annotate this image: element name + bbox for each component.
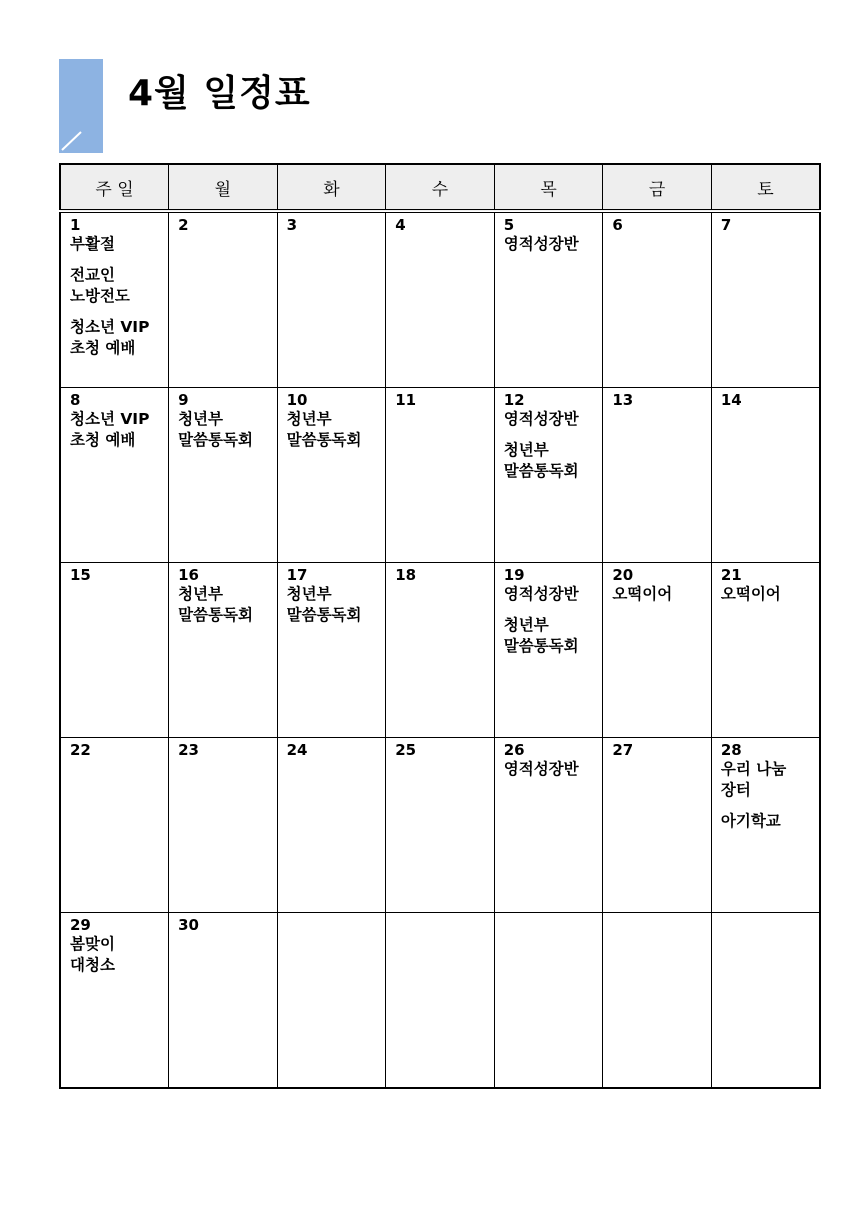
- calendar-event: 영적성장반: [503, 585, 579, 603]
- calendar-event: 영적성장반: [503, 410, 579, 428]
- calendar-day-cell: [603, 738, 712, 913]
- calendar-day-cell: [277, 738, 386, 913]
- calendar-day-cell: [169, 388, 278, 563]
- weekday-header: 목: [494, 164, 603, 211]
- day-number: 2: [178, 216, 189, 234]
- weekday-header: 금: [603, 164, 712, 211]
- day-number: 5: [503, 216, 515, 234]
- weekday-header: 월: [169, 164, 278, 211]
- day-number: 28: [720, 741, 742, 759]
- page-title: 4월 일정표: [128, 73, 311, 114]
- day-number: 4: [395, 216, 406, 234]
- calendar-day-cell: [60, 738, 169, 913]
- calendar-day-cell: [386, 913, 495, 1089]
- calendar-week-row: [60, 913, 820, 1089]
- calendar-week-row: [60, 738, 820, 913]
- day-number: 9: [178, 391, 189, 409]
- day-number: 6: [612, 216, 623, 234]
- calendar-day-cell: [386, 388, 495, 563]
- calendar-event: 청년부 말씀통독회: [503, 441, 579, 480]
- calendar-event: 봄맞이 대청소: [70, 935, 115, 974]
- calendar-day-cell: [711, 913, 820, 1089]
- day-number: 8: [70, 391, 81, 409]
- calendar-event: 우리 나눔 장터: [720, 760, 787, 799]
- calendar-day-cell: [494, 738, 603, 913]
- calendar-table: [59, 163, 821, 1089]
- calendar-day-cell: [169, 563, 278, 738]
- calendar-day-cell: [277, 913, 386, 1089]
- day-number: 10: [286, 391, 308, 409]
- day-number: 25: [395, 741, 417, 759]
- calendar-event: 부활절: [70, 235, 115, 253]
- calendar-day-cell: [711, 388, 820, 563]
- calendar-event: 청년부 말씀통독회: [178, 410, 253, 449]
- calendar-event: 오떡이어: [720, 585, 781, 603]
- day-number: 18: [395, 566, 417, 584]
- day-number: 1: [70, 216, 81, 234]
- calendar-day-cell: [711, 211, 820, 388]
- day-number: 14: [720, 391, 742, 409]
- calendar-event: 전교인 노방전도: [70, 266, 130, 305]
- calendar-week-row: [60, 388, 820, 563]
- day-number: 7: [720, 216, 732, 234]
- day-number: 3: [286, 216, 298, 234]
- day-number: 13: [612, 391, 634, 409]
- calendar-day-cell: [277, 211, 386, 388]
- calendar-event: 영적성장반: [503, 235, 579, 253]
- calendar-day-cell: [169, 738, 278, 913]
- calendar-day-cell: [494, 211, 603, 388]
- calendar-body: [60, 211, 820, 1088]
- day-number: 29: [70, 916, 91, 934]
- calendar-event: 영적성장반: [503, 760, 579, 778]
- weekday-header: 주 일: [60, 164, 169, 211]
- calendar-day-cell: [603, 388, 712, 563]
- day-number: 11: [395, 391, 417, 409]
- day-number: 26: [503, 741, 525, 759]
- calendar-day-cell: [603, 913, 712, 1089]
- calendar-day-cell: [60, 388, 169, 563]
- calendar-day-cell: [60, 913, 169, 1089]
- weekday-header-row: [60, 164, 820, 211]
- calendar-event: 청소년 VIP 초청 예배: [70, 318, 150, 357]
- calendar-day-cell: [494, 913, 603, 1089]
- calendar-event: 오떡이어: [612, 585, 673, 603]
- day-number: 24: [286, 741, 308, 759]
- day-number: 19: [503, 566, 525, 584]
- day-number: 16: [178, 566, 199, 584]
- weekday-header: 수: [386, 164, 495, 211]
- accent-slash-icon: [59, 59, 103, 153]
- calendar-day-cell: [711, 563, 820, 738]
- calendar-day-cell: [603, 563, 712, 738]
- calendar-event: 청소년 VIP 초청 예배: [70, 410, 150, 449]
- calendar-day-cell: [277, 563, 386, 738]
- calendar-day-cell: [60, 211, 169, 388]
- weekday-header: 토: [711, 164, 820, 211]
- calendar-day-cell: [494, 563, 603, 738]
- calendar-day-cell: [711, 738, 820, 913]
- day-number: 12: [503, 391, 525, 409]
- title-accent-block: [59, 59, 103, 153]
- day-number: 23: [178, 741, 199, 759]
- calendar-day-cell: [277, 388, 386, 563]
- day-number: 30: [178, 916, 199, 934]
- calendar-week-row: [60, 563, 820, 738]
- day-number: 22: [70, 741, 91, 759]
- day-number: 27: [612, 741, 634, 759]
- calendar-event: 청년부 말씀통독회: [286, 585, 362, 624]
- calendar-event: 청년부 말씀통독회: [286, 410, 362, 449]
- calendar-week-row: [60, 211, 820, 388]
- calendar-day-cell: [386, 738, 495, 913]
- weekday-header: 화: [277, 164, 386, 211]
- calendar-event: 청년부 말씀통독회: [178, 585, 253, 624]
- day-number: 17: [286, 566, 308, 584]
- day-number: 20: [612, 566, 634, 584]
- calendar-day-cell: [60, 563, 169, 738]
- day-number: 15: [70, 566, 91, 584]
- day-number: 21: [720, 566, 742, 584]
- calendar-day-cell: [494, 388, 603, 563]
- calendar-day-cell: [169, 211, 278, 388]
- calendar-day-cell: [386, 211, 495, 388]
- calendar-event: 아기학교: [720, 812, 781, 830]
- calendar-day-cell: [169, 913, 278, 1089]
- calendar-event: 청년부 말씀통독회: [503, 616, 579, 655]
- calendar-day-cell: [386, 563, 495, 738]
- calendar-day-cell: [603, 211, 712, 388]
